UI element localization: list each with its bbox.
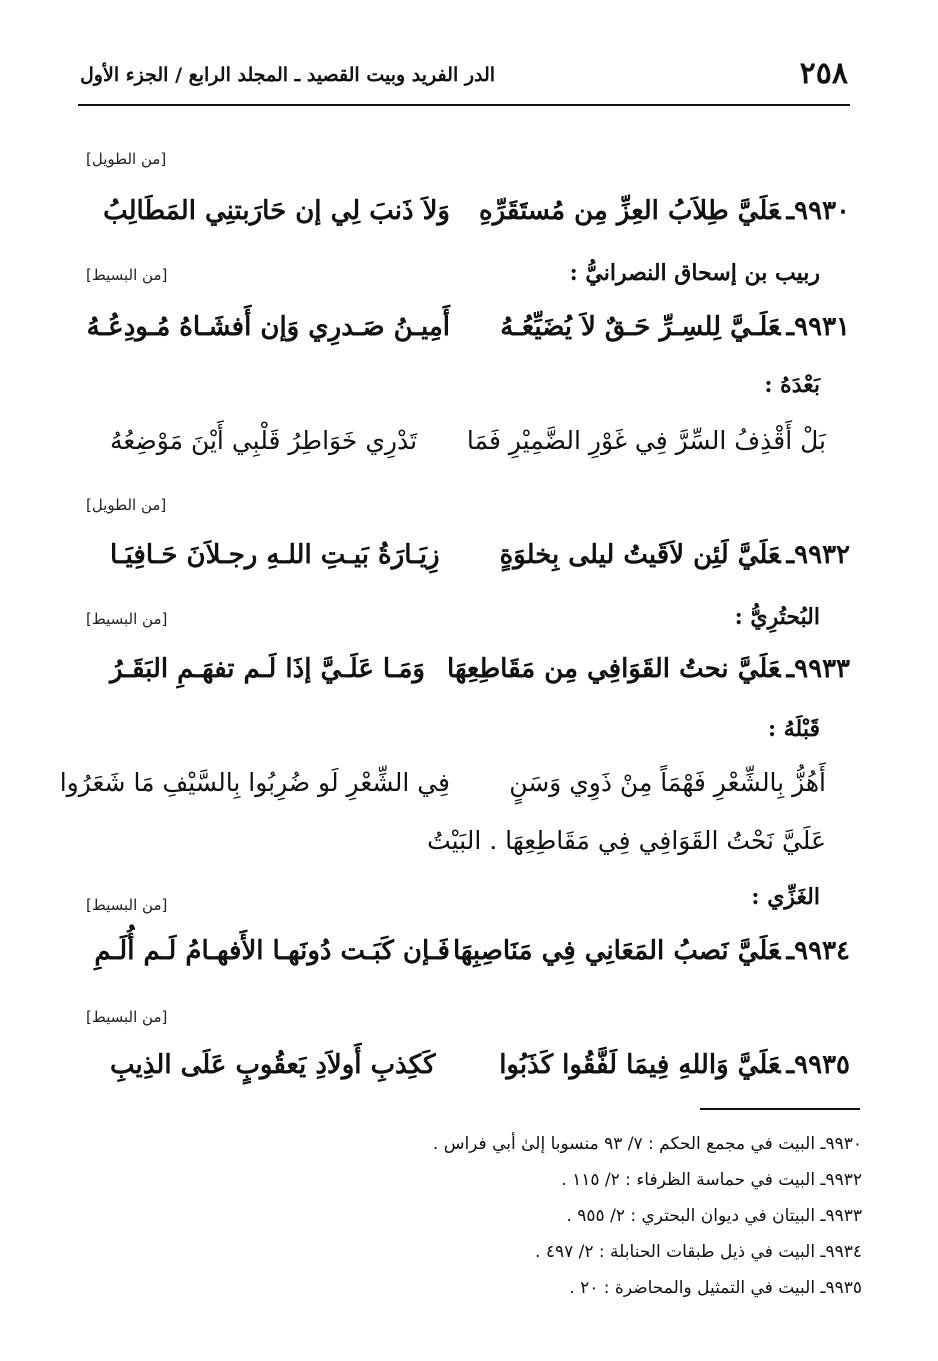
hemistich-text: عَلَيَّ لَئِن لاَقَيتُ ليلى بِخلوَةٍ	[499, 540, 781, 570]
meter-label: [من البسيط]	[86, 1008, 168, 1026]
hemistich-text: عَلَيَّ نحتُ القَوَافِي مِن مَقَاطِعِهَا	[447, 654, 781, 684]
after-label: بَعْدَهُ :	[764, 372, 820, 398]
footnote: ٩٩٣٥ـ البيت في التمثيل والمحاضرة : ٢٠ .	[569, 1278, 862, 1298]
hemistich-text: عَلَيَّ نَصبُ المَعَانِي فِي مَنَاصِبِهَا	[453, 936, 781, 966]
before-label: قَبْلَهُ :	[767, 716, 820, 742]
verse-number: ٩٩٣٤ـ	[786, 936, 850, 966]
verse-9935-second-hemistich: كَكِذبِ أَولاَدِ يَعقُوبٍ عَلَى الذِيبِ	[110, 1050, 436, 1080]
hemistich-text: عَلَـيَّ لِلسِـرِّ حَـقٌ لاَ يُضَيِّعُـهُ	[500, 312, 781, 342]
poet-intro: الغَزِّي :	[751, 884, 820, 910]
poet-intro: ربيب بن إسحاق النصرانيُّ :	[569, 260, 820, 286]
footnote-divider	[700, 1108, 860, 1110]
verse-9931-second-hemistich: أَمِيـنُ صَـدرِي وَإن أَفشَـاهُ مُـودِعُـهُ	[86, 312, 450, 342]
verse-9930-second-hemistich: وَلاَ ذَنبَ لِي إن حَارَبتنِي المَطَالِبُ	[103, 196, 450, 226]
header-divider	[78, 104, 850, 106]
verse-9935-first-hemistich	[475, 1050, 850, 1080]
verse-9933-first-hemistich	[447, 654, 850, 684]
verse-number: ٩٩٣١ـ	[786, 312, 850, 342]
meter-label: [من البسيط]	[86, 266, 168, 284]
before-verse-continuation: عَلَيَّ نَحْتُ القَوَافِي فِي مَقَاطِعِهَا . البَيْتُ	[427, 826, 826, 855]
hemistich-text: عَلَيَّ طِلاَبُ العِزِّ مِن مُستَقَرِّهِ	[478, 196, 781, 226]
verse-9932-second-hemistich: زِيَـارَةُ بَيـتِ اللـهِ رجـلاَنَ حَـافِيَـا	[110, 540, 440, 570]
meter-label: [من الطويل]	[86, 496, 167, 514]
verse-number: ٩٩٣٠ـ	[786, 196, 850, 226]
before-verse-first-hemistich: أَهُزُّ بِالشِّعْرِ فَهْمَاً مِنْ ذَوِي وَسَنٍ	[509, 768, 826, 797]
verse-9932-first-hemistich	[475, 540, 850, 570]
footnote: ٩٩٣٢ـ البيت في حماسة الظرفاء : ٢/ ١١٥ .	[561, 1170, 862, 1190]
poet-intro: البُحتُرِيُّ :	[734, 604, 820, 630]
verse-9933-second-hemistich: وَمَـا عَلَـيَّ إذَا لَـم تفهَـمِ البَقَـرُ	[110, 654, 425, 684]
footnote: ٩٩٣٣ـ البيتان في ديوان البحتري : ٢/ ٩٥٥ .	[566, 1206, 862, 1226]
verse-number: ٩٩٣٣ـ	[786, 654, 850, 684]
verse-number: ٩٩٣٢ـ	[786, 540, 850, 570]
running-title: الدر الفريد وبيت القصيد ـ المجلد الرابع / الجزء الأول	[80, 64, 496, 86]
footnote: ٩٩٣٤ـ البيت في ذيل طبقات الحنابلة : ٢/ ٤٩٧ .	[535, 1242, 862, 1262]
meter-label: [من الطويل]	[86, 150, 167, 168]
verse-9934-second-hemistich: فَـإن كَبَـت دُونَهـا الأَفهـامُ لَـم أُلَـمِ	[94, 936, 450, 966]
after-verse-second-hemistich: تَدْرِي خَوَاطِرُ قَلْبِي أَيْنَ مَوْضِعُهُ	[110, 426, 418, 455]
verse-number: ٩٩٣٥ـ	[786, 1050, 850, 1080]
verse-9931-first-hemistich	[475, 312, 850, 342]
verse-9930-first-hemistich	[475, 196, 850, 226]
after-verse-first-hemistich: بَلْ أَقْذِفُ السِّرَّ فِي غَوْرِ الضَّمِيْرِ فَمَا	[466, 426, 826, 455]
meter-label: [من البسيط]	[86, 896, 168, 914]
page-number: ٢٥٨	[799, 56, 848, 91]
hemistich-text: عَلَيَّ وَاللهِ فِيمَا لَفَّقُوا كَذَبُوا	[499, 1050, 781, 1080]
before-verse-second-hemistich: فِي الشِّعْرِ لَو ضُرِبُوا بِالسَّيْفِ مَا شَعَرُوا	[59, 768, 450, 797]
footnote: ٩٩٣٠ـ البيت في مجمع الحكم : ٧/ ٩٣ منسوبا إلىٰ أبي فراس .	[432, 1134, 862, 1154]
verse-9934-first-hemistich	[453, 936, 850, 966]
meter-label: [من البسيط]	[86, 610, 168, 628]
